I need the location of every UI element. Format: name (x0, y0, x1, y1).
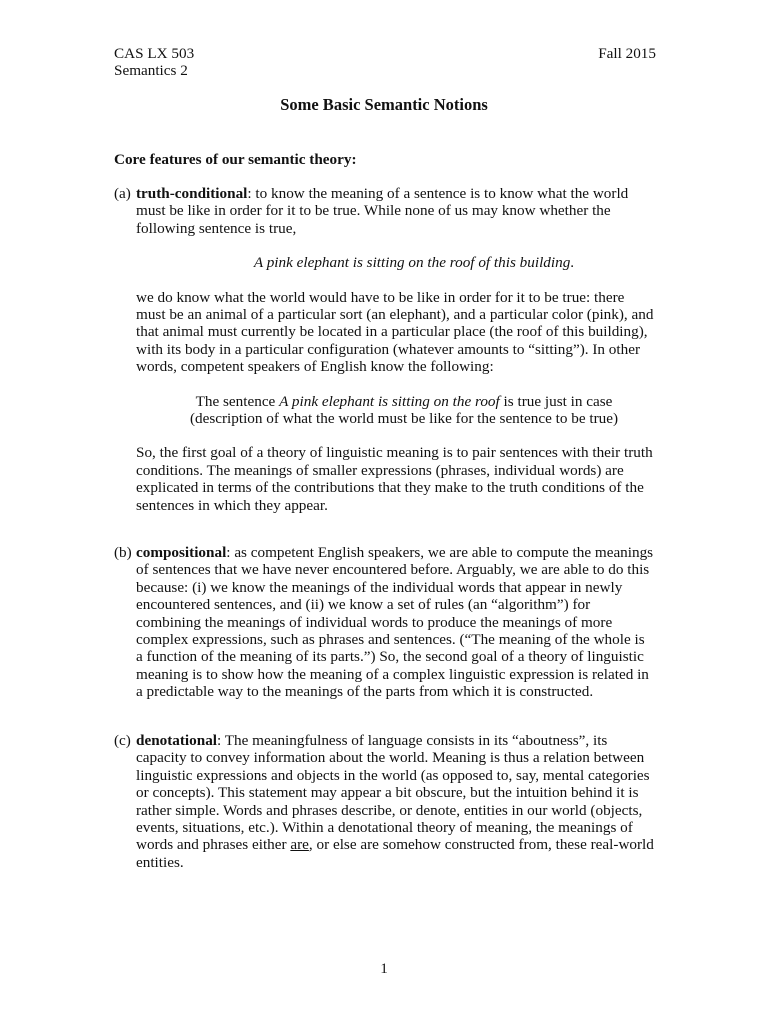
item-a-para2: we do know what the world would have to be like in order for it to be true: there must be an animal of a particular sort (an elephant), and a particular color (pink), and that animal must currently be located in a particular place (the roof of this building), with its body in a particular configuration (whatever amounts to “sitting”). In other words, competent speakers of English know the following: (136, 288, 654, 376)
item-c-text-end: , or else are somehow constructed from, these real-world entities. (136, 836, 654, 871)
item-a-example-text: A pink elephant is sitting on the roof of this building (253, 254, 571, 272)
item-c-body (136, 732, 654, 871)
item-b-term: compositional (136, 544, 227, 561)
spacer (136, 427, 654, 444)
item-a-schema-pre: The sentence (195, 392, 280, 410)
item-a-example-end: . (570, 254, 575, 272)
item-c-marker: (c) (114, 732, 131, 749)
item-b-marker: (b) (114, 544, 132, 561)
spacer (136, 237, 654, 254)
item-b-paragraph (136, 544, 654, 701)
item-a-schema-italic: A pink elephant is sitting on the roof (279, 392, 500, 410)
spacer (136, 376, 654, 393)
item-c-term: denotational (136, 732, 218, 749)
course-subtitle: Semantics 2 (114, 62, 188, 80)
page-number: 1 (380, 960, 388, 977)
item-a-intro-text: : to know the meaning of a sentence is to know what the world must be like in order for it to be true. While none of us may know whether the following sentence is true, (136, 185, 629, 237)
item-a-body (136, 185, 654, 514)
course-code: CAS LX 503 (114, 45, 195, 62)
item-a-para3: So, the first goal of a theory of linguistic meaning is to pair sentences with their truth conditions. The meanings of smaller expressions (phrases, individual words) are explicated in terms of the contributions that they make to the truth conditions of the sentences in which they appear. (136, 444, 653, 514)
item-a-example (114, 254, 714, 271)
item-a-intro (136, 185, 654, 237)
item-c-paragraph (136, 732, 654, 871)
item-b (114, 544, 654, 701)
item-a-schema-line1 (114, 393, 694, 410)
item-b-body (136, 544, 654, 701)
item-b-text: : as competent English speakers, we are able to compute the meanings of sentences that we have never encountered before. Arguably, we are able to do this because: (i) we know the meanings of the individual words that appear in newly encountered sentences, and (ii) we know a set of rules (an “algorithm”) for combining the meanings of individual words to produce the meanings of more complex expressions, such as phrases and sentences. (“The meaning of the whole is a function of the meaning of its parts.”) So, the second goal of a theory of linguistic meaning is to show how the meaning of a complex linguistic expression is related in a predictable way to the meanings of the parts from which it is constructed. (136, 544, 654, 701)
spacer (136, 272, 654, 289)
item-a-term: truth-conditional (136, 185, 248, 202)
page-title: Some Basic Semantic Notions (280, 95, 488, 114)
item-c-underlined: are (290, 836, 309, 854)
item-a-schema-post: is true just in case (499, 392, 613, 410)
item-c-text: : The meaningfulness of language consists in its “aboutness”, its capacity to convey information about the world. Meaning is thus a relation between linguistic expressions and objects in the world (as opposed to, say, mental categories or concepts). This statement may appear a bit obscure, but the intuition behind it is rather simple. Words and phrases describe, or denote, entities in our world (objects, events, situations, etc.). Within a denotational theory of meaning, the meanings of words and phrases either (136, 732, 650, 854)
header-left (114, 45, 194, 80)
item-a-schema-line2: (description of what the world must be like for the sentence to be true) (189, 410, 619, 428)
item-a-marker: (a) (114, 185, 131, 202)
item-c (114, 732, 654, 871)
term-label: Fall 2015 (598, 45, 656, 62)
section-heading: Core features of our semantic theory: (114, 151, 357, 168)
item-a (114, 185, 654, 514)
